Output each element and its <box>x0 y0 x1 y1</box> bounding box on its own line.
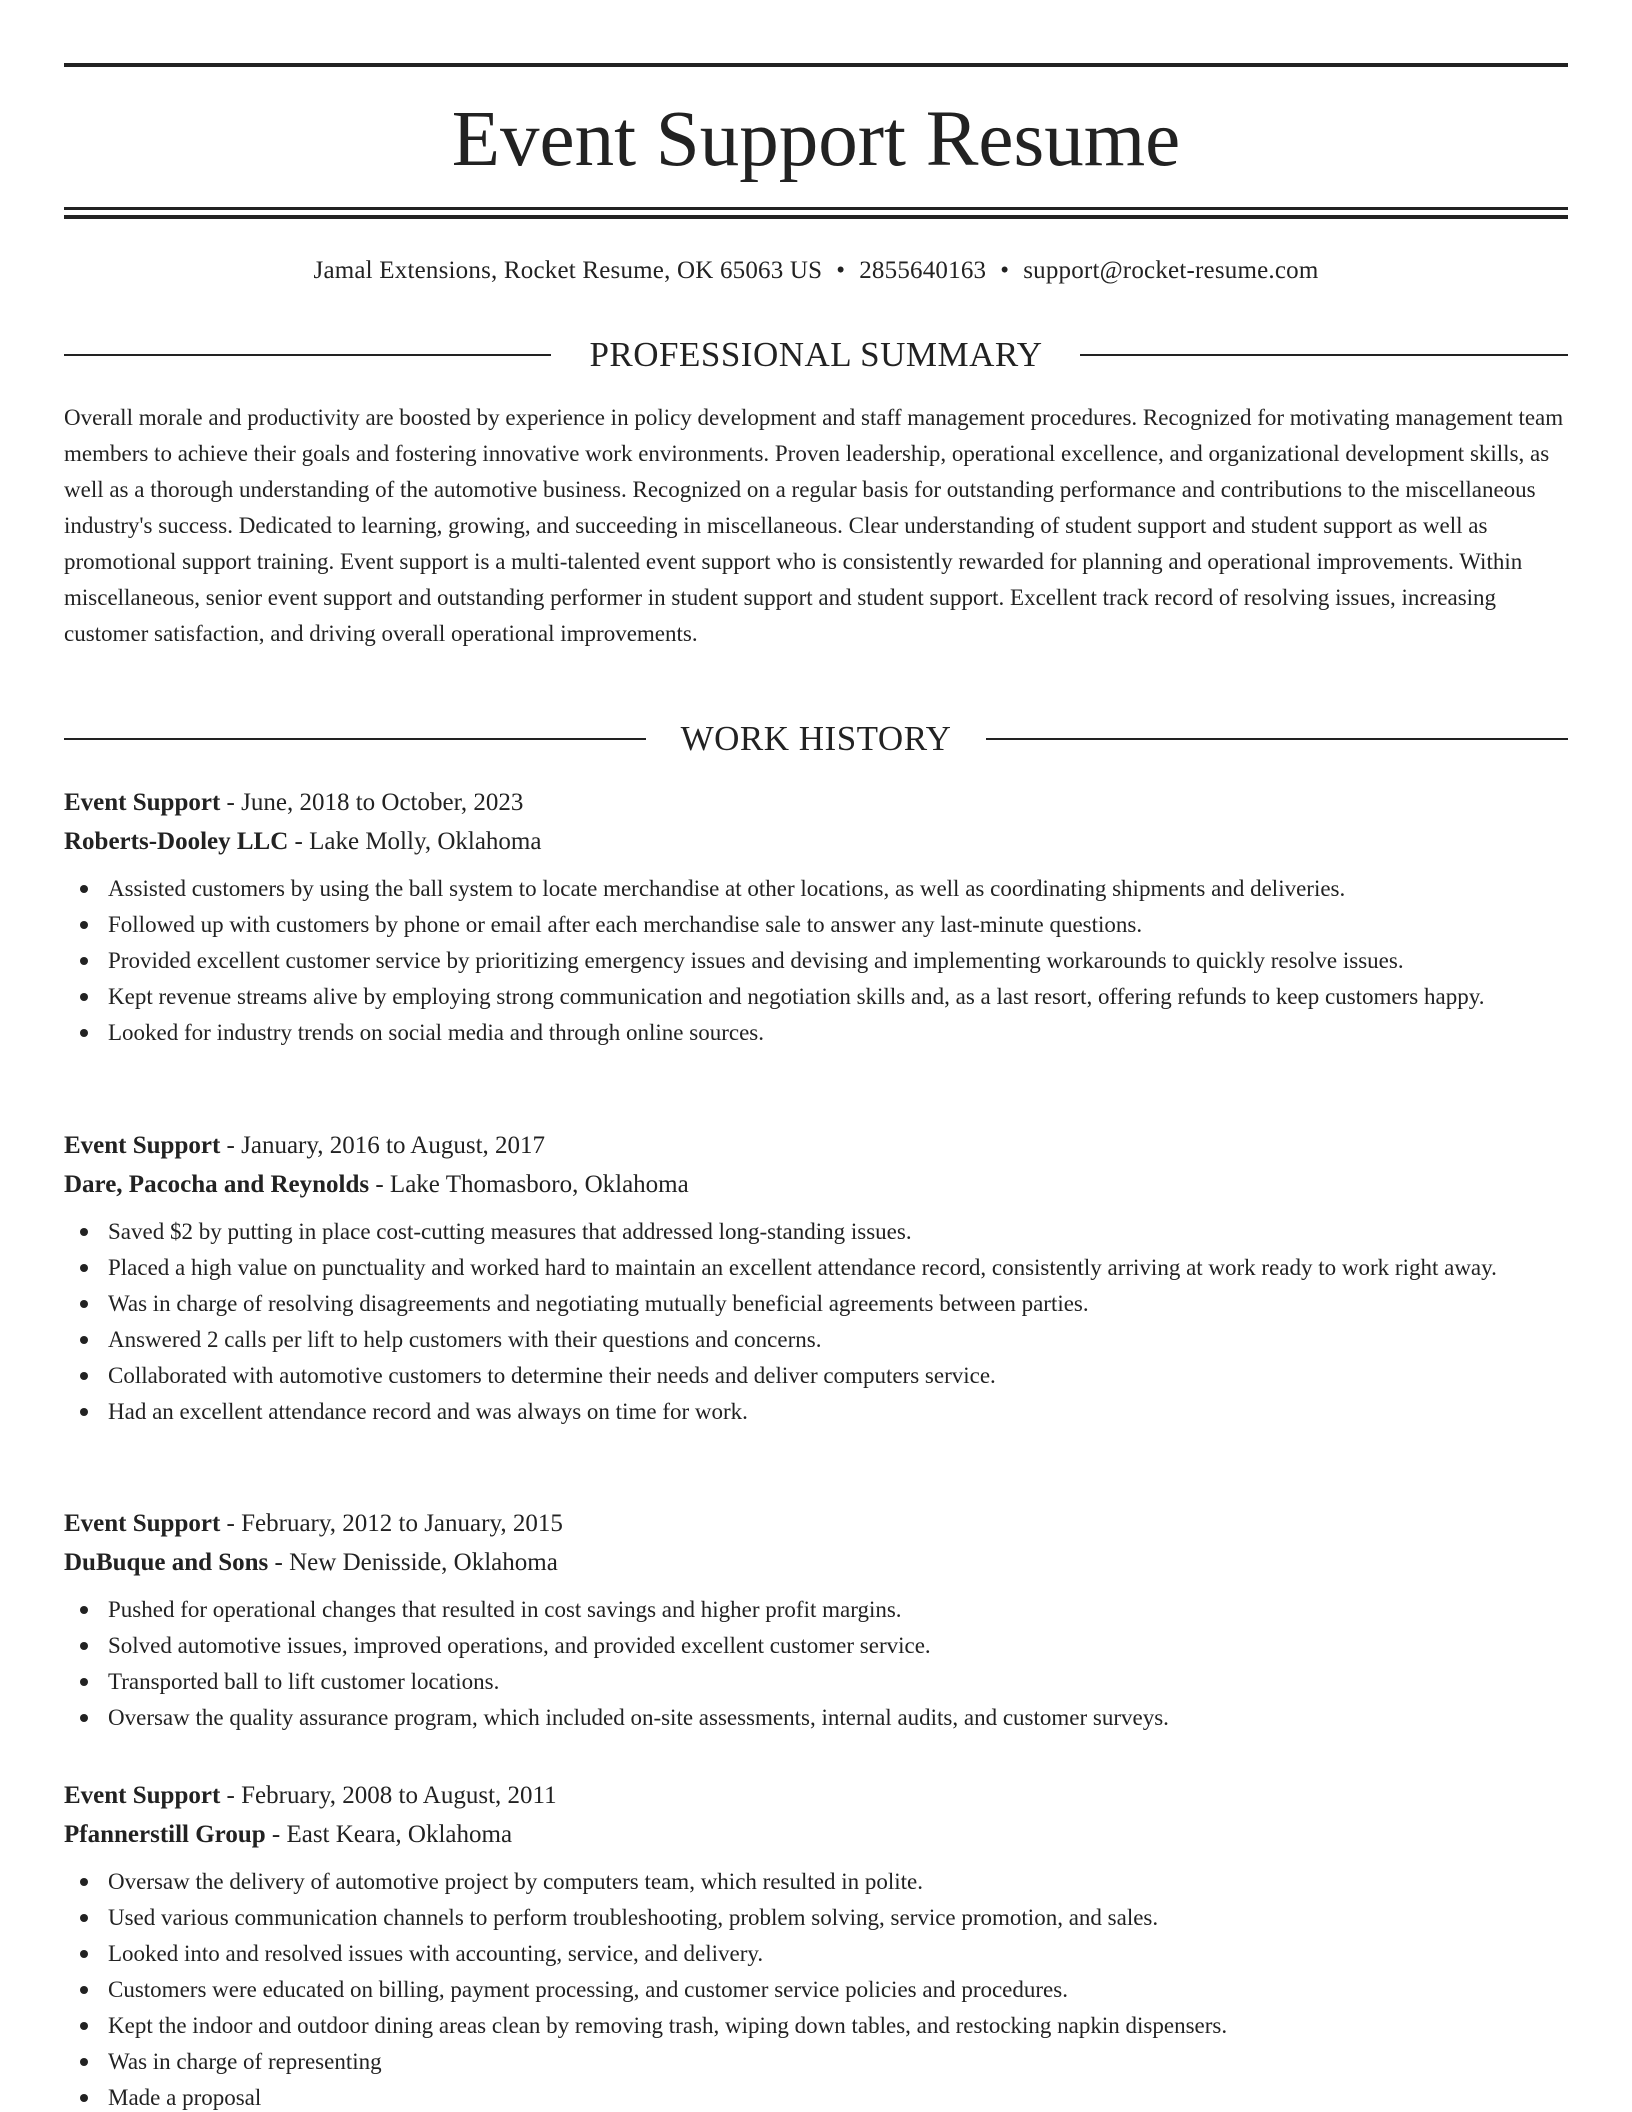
contact-separator: • <box>1000 257 1010 284</box>
resume-title: Event Support Resume <box>451 96 1181 183</box>
job-bullet: Customers were educated on billing, payment processing, and customer service policies and procedures. <box>64 1972 1568 2008</box>
job-location: - Lake Thomasboro, Oklahoma <box>369 1171 689 1198</box>
job-company: Roberts-Dooley LLC <box>64 828 289 855</box>
contact-line <box>64 255 1568 287</box>
job-bullet: Followed up with customers by phone or email after each merchandise sale to answer any last-minute questions. <box>64 907 1568 943</box>
job-title-line <box>64 1776 1568 1815</box>
job-title-line <box>64 783 1568 822</box>
job-bullets <box>64 1592 1568 1736</box>
job-title: Event Support <box>64 1510 221 1537</box>
job-bullet: Collaborated with automotive customers to determine their needs and deliver computers service. <box>64 1358 1568 1394</box>
job-location: - East Keara, Oklahoma <box>265 1821 513 1848</box>
job-bullet: Transported ball to lift customer locations. <box>64 1664 1568 1700</box>
job-title: Event Support <box>64 789 221 816</box>
section-rule-right <box>986 738 1568 740</box>
job-bullet: Looked into and resolved issues with accounting, service, and delivery. <box>64 1936 1568 1972</box>
contact-separator: • <box>836 257 846 284</box>
job-bullets <box>64 871 1568 1051</box>
resume-page <box>64 0 1568 2112</box>
job-bullet: Oversaw the quality assurance program, which included on-site assessments, internal audits, and customer surveys. <box>64 1700 1568 1736</box>
work-history-heading: WORK HISTORY <box>680 719 952 758</box>
job-bullet: Was in charge of resolving disagreements and negotiating mutually beneficial agreements between parties. <box>64 1286 1568 1322</box>
summary-section-header <box>64 333 1568 377</box>
job-bullet: Oversaw the delivery of automotive project by computers team, which resulted in polite. <box>64 1864 1568 1900</box>
job-bullets <box>64 1214 1568 1430</box>
job-dates: - February, 2008 to August, 2011 <box>220 1782 557 1809</box>
job-company: DuBuque and Sons <box>64 1549 269 1576</box>
job-location: - New Denisside, Oklahoma <box>268 1549 558 1576</box>
section-rule-right <box>1080 354 1568 356</box>
job-dates: - February, 2012 to January, 2015 <box>220 1510 563 1537</box>
job-bullet: Kept revenue streams alive by employing strong communication and negotiation skills and, as a last resort, offering refunds to keep customers happy. <box>64 979 1568 1015</box>
job-dates: - June, 2018 to October, 2023 <box>220 789 524 816</box>
job-company-line <box>64 1165 1568 1204</box>
job-bullet: Looked for industry trends on social media and through online sources. <box>64 1015 1568 1051</box>
job-title: Event Support <box>64 1782 221 1809</box>
job-bullet: Pushed for operational changes that resulted in cost savings and higher profit margins. <box>64 1592 1568 1628</box>
summary-text: Overall morale and productivity are boosted by experience in policy development and staff management procedures. Recognized for motivating management team members to achieve their goals and fostering innovative work environments. Proven leadership, operational excellence, and organizational development skills, as well as a thorough understanding of the automotive business. Recognized on a regular basis for outstanding performance and contributions to the miscellaneous industry's success. Dedicated to learning, growing, and succeeding in miscellaneous. Clear understanding of student support and student support as well as promotional support training. Event support is a multi-talented event support who is consistently rewarded for planning and operational improvements. Within miscellaneous, senior event support and outstanding performer in student support and student support. Excellent track record of resolving issues, increasing customer satisfaction, and driving overall operational improvements. <box>64 405 1564 646</box>
job-entry <box>64 1126 1568 1430</box>
job-company-line <box>64 1815 1568 1854</box>
job-title-line <box>64 1126 1568 1165</box>
job-bullet: Used various communication channels to perform troubleshooting, problem solving, service promotion, and sales. <box>64 1900 1568 1936</box>
title-double-rule-lower <box>64 215 1568 219</box>
job-bullet: Made a proposal <box>64 2080 1568 2112</box>
work-history-section-header <box>64 717 1568 761</box>
job-entry <box>64 1776 1568 2112</box>
job-bullet: Had an excellent attendance record and was always on time for work. <box>64 1394 1568 1430</box>
job-company-line <box>64 1543 1568 1582</box>
job-entry <box>64 783 1568 1051</box>
job-bullet: Placed a high value on punctuality and worked hard to maintain an excellent attendance record, consistently arriving at work ready to work right away. <box>64 1250 1568 1286</box>
job-dates: - January, 2016 to August, 2017 <box>220 1132 546 1159</box>
job-bullet: Kept the indoor and outdoor dining areas clean by removing trash, wiping down tables, and restocking napkin dispensers. <box>64 2008 1568 2044</box>
job-location: - Lake Molly, Oklahoma <box>288 828 542 855</box>
contact-phone: 2855640163 <box>859 257 987 284</box>
job-company-line <box>64 822 1568 861</box>
job-bullet: Answered 2 calls per lift to help customers with their questions and concerns. <box>64 1322 1568 1358</box>
job-company: Pfannerstill Group <box>64 1821 266 1848</box>
job-bullet: Assisted customers by using the ball system to locate merchandise at other locations, as well as coordinating shipments and deliveries. <box>64 871 1568 907</box>
job-bullet: Solved automotive issues, improved operations, and provided excellent customer service. <box>64 1628 1568 1664</box>
job-entry <box>64 1504 1568 1736</box>
job-bullet: Provided excellent customer service by prioritizing emergency issues and devising and implementing workarounds to quickly resolve issues. <box>64 943 1568 979</box>
job-bullets <box>64 1864 1568 2112</box>
summary-heading: PROFESSIONAL SUMMARY <box>589 335 1043 374</box>
contact-address: Jamal Extensions, Rocket Resume, OK 65063 US <box>313 257 823 284</box>
contact-email: support@rocket-resume.com <box>1023 257 1319 284</box>
job-company: Dare, Pacocha and Reynolds <box>64 1171 370 1198</box>
top-rule <box>64 63 1568 67</box>
title-double-rule-upper <box>64 207 1568 210</box>
job-bullet: Was in charge of representing <box>64 2044 1568 2080</box>
job-title: Event Support <box>64 1132 221 1159</box>
job-title-line <box>64 1504 1568 1543</box>
job-bullet: Saved $2 by putting in place cost-cutting measures that addressed long-standing issues. <box>64 1214 1568 1250</box>
